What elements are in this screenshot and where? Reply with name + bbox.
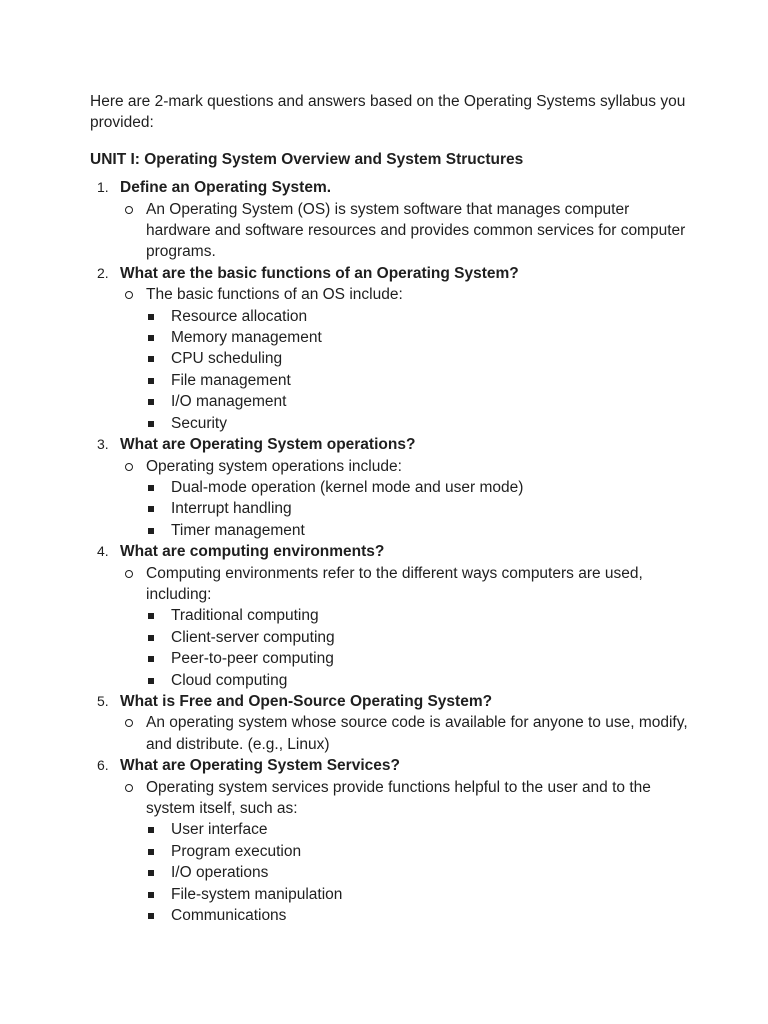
question-item — [90, 263, 690, 434]
square-bullet-icon — [148, 892, 154, 898]
sublist-item-text: File-system manipulation — [171, 885, 343, 903]
sublist-item — [146, 841, 690, 862]
sublist-item-text: Security — [171, 414, 227, 432]
answer-item — [120, 777, 690, 927]
hollow-bullet-icon — [125, 291, 133, 299]
square-bullet-icon — [148, 656, 154, 662]
question-item — [90, 755, 690, 926]
answer-text: Operating system operations include: — [146, 457, 402, 475]
question-item — [90, 177, 690, 263]
question-number: 6. — [97, 757, 109, 774]
sublist-item-text: I/O operations — [171, 864, 269, 882]
question-number: 4. — [97, 543, 109, 560]
sublist-item — [146, 391, 690, 412]
question-text: What are computing environments? — [120, 543, 385, 561]
hollow-bullet-icon — [125, 719, 133, 727]
hollow-bullet-icon — [125, 206, 133, 214]
square-bullet-icon — [148, 613, 154, 619]
sublist-item-text: I/O management — [171, 393, 287, 411]
answer-item — [120, 712, 690, 755]
sublist-item-text: File management — [171, 371, 291, 389]
square-bullet-icon — [148, 485, 154, 491]
sublist-item-text: Dual-mode operation (kernel mode and user mode) — [171, 478, 524, 496]
answer-text: The basic functions of an OS include: — [146, 286, 403, 304]
sublist-item — [146, 884, 690, 905]
question-item — [90, 434, 690, 541]
question-text: Define an Operating System. — [120, 179, 332, 197]
answer-list — [120, 199, 690, 263]
question-number: 5. — [97, 692, 109, 709]
sublist-item-text: Traditional computing — [171, 607, 319, 625]
document-page — [90, 91, 690, 926]
answer-list — [120, 456, 690, 542]
square-bullet-icon — [148, 421, 154, 427]
square-bullet-icon — [148, 528, 154, 534]
sublist-item — [146, 670, 690, 691]
answer-sublist — [146, 306, 690, 434]
intro-paragraph: Here are 2-mark questions and answers based on the Operating Systems syllabus you provided: — [90, 93, 686, 132]
sublist-item-text: User interface — [171, 821, 268, 839]
question-number: 1. — [97, 179, 109, 196]
sublist-item-text: Client-server computing — [171, 628, 335, 646]
question-text: What are Operating System Services? — [120, 757, 400, 775]
square-bullet-icon — [148, 314, 154, 320]
sublist-item — [146, 306, 690, 327]
sublist-item-text: CPU scheduling — [171, 350, 283, 368]
answer-item — [120, 199, 690, 263]
answer-list — [120, 712, 690, 755]
sublist-item — [146, 498, 690, 519]
sublist-item — [146, 905, 690, 926]
answer-text: An Operating System (OS) is system software that manages computer hardware and software resources and provides common services for computer programs. — [146, 200, 686, 261]
sublist-item — [146, 819, 690, 840]
sublist-item — [146, 413, 690, 434]
answer-list — [120, 563, 690, 691]
question-text: What is Free and Open-Source Operating System? — [120, 692, 493, 710]
sublist-item — [146, 520, 690, 541]
sublist-item-text: Timer management — [171, 521, 305, 539]
sublist-item — [146, 862, 690, 883]
answer-text: Operating system services provide functions helpful to the user and to the system itself, such as: — [146, 778, 651, 817]
sublist-item — [146, 477, 690, 498]
sublist-item — [146, 348, 690, 369]
square-bullet-icon — [148, 913, 154, 919]
question-text: What are the basic functions of an Operating System? — [120, 264, 519, 282]
answer-list — [120, 777, 690, 927]
sublist-item-text: Interrupt handling — [171, 500, 292, 518]
sublist-item-text: Peer-to-peer computing — [171, 650, 334, 668]
answer-text: An operating system whose source code is available for anyone to use, modify, and distribute. (e.g., Linux) — [146, 714, 688, 753]
sublist-item — [146, 627, 690, 648]
sublist-item-text: Memory management — [171, 329, 322, 347]
square-bullet-icon — [148, 399, 154, 405]
answer-sublist — [146, 605, 690, 691]
sublist-item-text: Program execution — [171, 842, 302, 860]
question-item — [90, 541, 690, 691]
answer-sublist — [146, 477, 690, 541]
answer-item — [120, 456, 690, 542]
square-bullet-icon — [148, 678, 154, 684]
hollow-bullet-icon — [125, 570, 133, 578]
answer-list — [120, 284, 690, 434]
square-bullet-icon — [148, 870, 154, 876]
hollow-bullet-icon — [125, 784, 133, 792]
question-list — [90, 177, 690, 926]
square-bullet-icon — [148, 356, 154, 362]
square-bullet-icon — [148, 378, 154, 384]
sublist-item — [146, 605, 690, 626]
answer-text: Computing environments refer to the different ways computers are used, including: — [146, 564, 643, 603]
sublist-item — [146, 327, 690, 348]
answer-item — [120, 563, 690, 691]
square-bullet-icon — [148, 827, 154, 833]
answer-sublist — [146, 819, 690, 926]
sublist-item-text: Communications — [171, 907, 287, 925]
unit-heading: UNIT I: Operating System Overview and System Structures — [90, 150, 524, 168]
question-item — [90, 691, 690, 755]
sublist-item-text: Resource allocation — [171, 307, 308, 325]
square-bullet-icon — [148, 506, 154, 512]
question-text: What are Operating System operations? — [120, 436, 416, 454]
sublist-item — [146, 370, 690, 391]
sublist-item-text: Cloud computing — [171, 671, 288, 689]
question-number: 3. — [97, 436, 109, 453]
answer-item — [120, 284, 690, 434]
sublist-item — [146, 648, 690, 669]
square-bullet-icon — [148, 635, 154, 641]
square-bullet-icon — [148, 335, 154, 341]
square-bullet-icon — [148, 849, 154, 855]
question-number: 2. — [97, 264, 109, 281]
hollow-bullet-icon — [125, 463, 133, 471]
